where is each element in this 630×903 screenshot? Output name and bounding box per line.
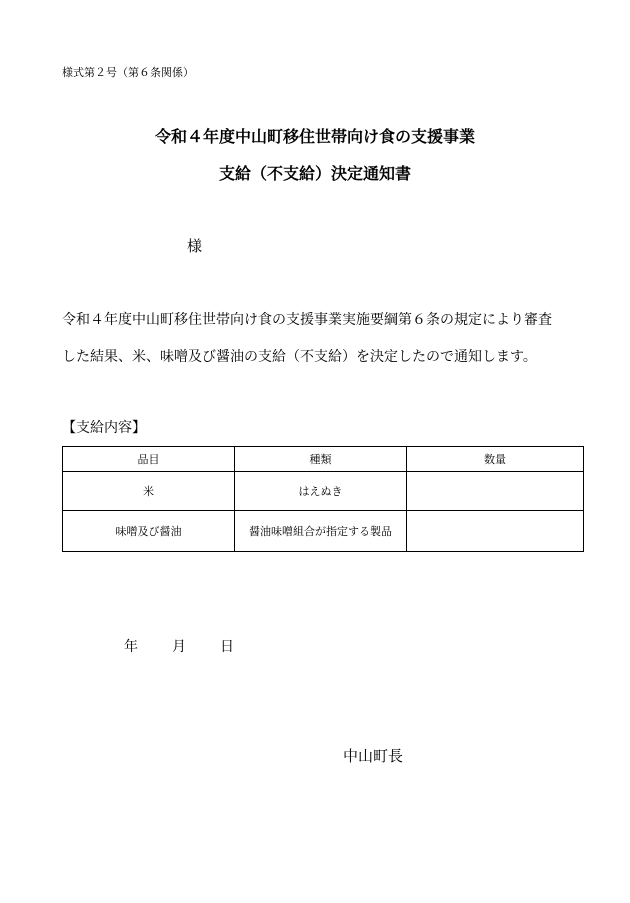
document-title: 令和４年度中山町移住世帯向け食の支援事業	[154, 127, 475, 146]
cell-quantity	[407, 472, 584, 511]
date-day-label: 日	[220, 639, 234, 655]
table-row	[63, 472, 584, 511]
header-quantity: 数量	[407, 447, 584, 472]
cell-quantity	[407, 511, 584, 552]
cell-item: 米	[63, 472, 235, 511]
body-text-line-2: した結果、米、味噌及び醤油の支給（不支給）を決定したので通知します。	[62, 349, 537, 365]
supply-details-table	[62, 446, 584, 552]
table-header-row	[63, 447, 584, 472]
table-row	[63, 511, 584, 552]
header-type: 種類	[235, 447, 407, 472]
recipient-honorific: 様	[187, 237, 203, 255]
form-number: 様式第２号（第６条関係）	[62, 66, 194, 79]
cell-type: 醤油味噌組合が指定する製品	[235, 511, 407, 552]
supply-details-heading: 【支給内容】	[62, 420, 146, 436]
date-month-label: 月	[172, 639, 186, 655]
cell-type: はえぬき	[235, 472, 407, 511]
header-item: 品目	[63, 447, 235, 472]
signatory: 中山町長	[343, 747, 404, 765]
document-subtitle: 支給（不支給）決定通知書	[218, 164, 411, 183]
cell-item: 味噌及び醤油	[63, 511, 235, 552]
date-year-label: 年	[124, 639, 138, 655]
body-text-line-1: 令和４年度中山町移住世帯向け食の支援事業実施要綱第６条の規定により審査	[62, 312, 552, 328]
